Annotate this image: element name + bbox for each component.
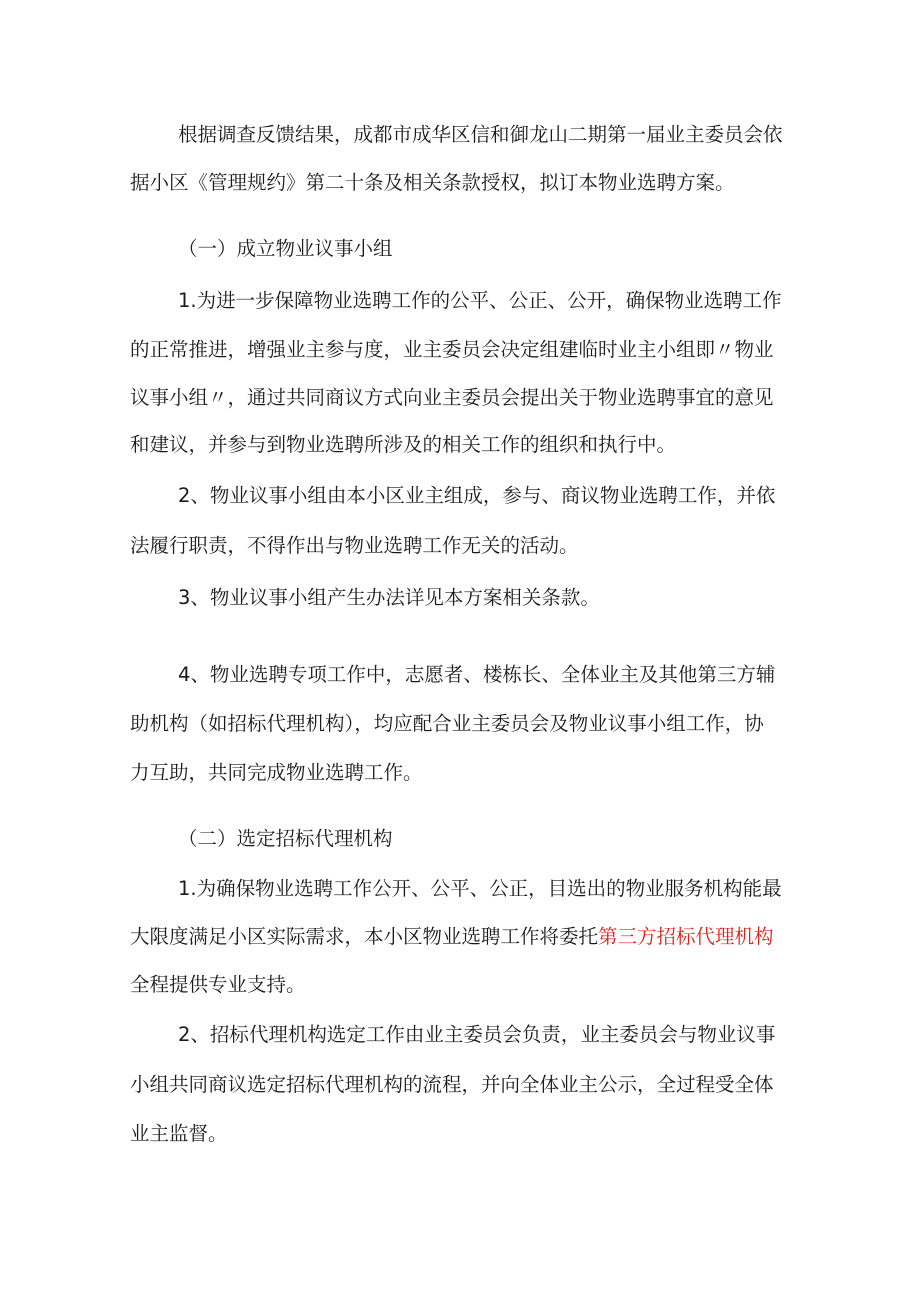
s1-item1-line-4: 和建议，并参与到物业选聘所涉及的相关工作的组织和执行中。 xyxy=(130,433,677,456)
s1-item4-line-2: 助机构（如招标代理机构），均应配合业主委员会及物业议事小组工作，协 xyxy=(130,712,764,735)
s1-item2-line-1: 2、物业议事小组由本小区业主组成，参与、商议物业选聘工作，并依 xyxy=(178,484,776,507)
intro-line-2: 据小区《管理规约》第二十条及相关条款授权，拟订本物业选聘方案。 xyxy=(130,171,735,194)
s2-item1-line-2-text: 大限度满足小区实际需求，本小区物业选聘工作将委托 xyxy=(130,925,599,948)
s1-item4-line-3: 力互助，共同完成物业选聘工作。 xyxy=(130,761,423,784)
highlighted-agency-text: 第三方招标代理机构 xyxy=(598,925,774,948)
section-1-heading: （一）成立物业议事小组 xyxy=(178,237,393,260)
section-2-heading: （二）选定招标代理机构 xyxy=(178,827,393,850)
s2-item2-line-1: 2、招标代理机构选定工作由业主委员会负责，业主委员会与物业议事 xyxy=(178,1023,776,1046)
s2-item2-line-2: 小组共同商议选定招标代理机构的流程，并向全体业主公示，全过程受全体 xyxy=(130,1073,774,1096)
s1-item2-line-2: 法履行职责，不得作出与物业选聘工作无关的活动。 xyxy=(130,534,579,557)
intro-line-1: 根据调查反馈结果，成都市成华区信和御龙山二期第一届业主委员会依 xyxy=(178,123,783,146)
s1-item3-line-1: 3、物业议事小组产生办法详见本方案相关条款。 xyxy=(178,586,600,609)
s1-item1-line-2: 的正常推进，增强业主参与度，业主委员会决定组建临时业主小组即〃物业 xyxy=(130,338,774,361)
s1-item1-line-1: 1.为进一步保障物业选聘工作的公平、公正、公开，确保物业选聘工作 xyxy=(178,289,782,312)
s2-item2-line-3: 业主监督。 xyxy=(130,1122,228,1145)
s2-item1-line-3: 全程提供专业支持。 xyxy=(130,973,306,996)
s2-item1-line-2 xyxy=(130,924,800,950)
s2-item1-line-1: 1.为确保物业选聘工作公开、公平、公正，目选出的物业服务机构能最 xyxy=(178,877,782,900)
s1-item1-line-3: 议事小组〃，通过共同商议方式向业主委员会提出关于物业选聘事宜的意见 xyxy=(130,386,774,409)
s1-item4-line-1: 4、物业选聘专项工作中，志愿者、楼栋长、全体业主及其他第三方辅 xyxy=(178,663,776,686)
